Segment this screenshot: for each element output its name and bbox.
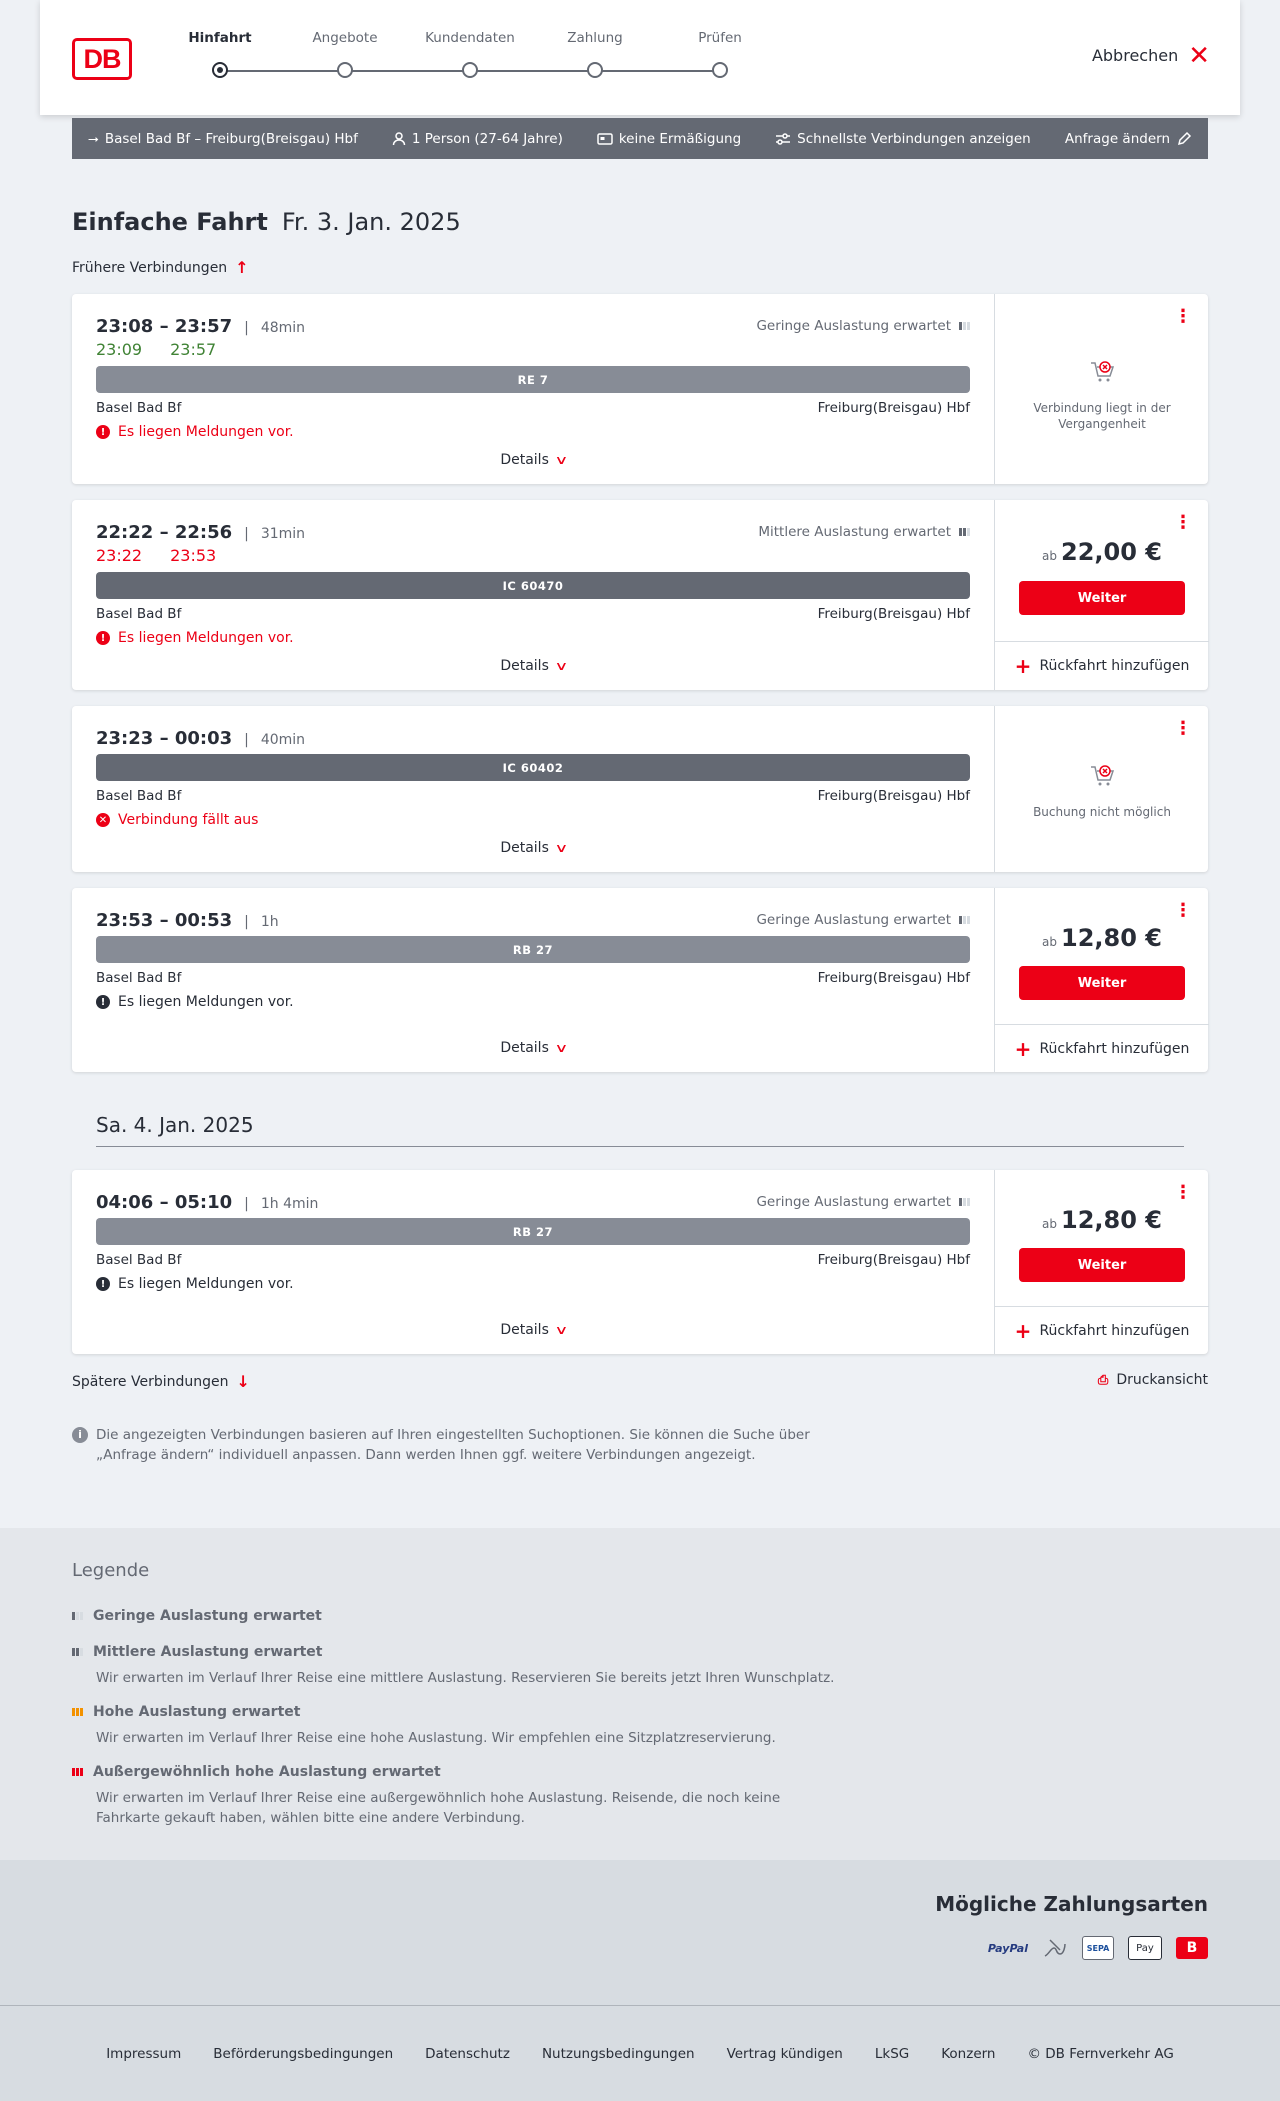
details-toggle[interactable]: Details ∨: [500, 1322, 569, 1338]
step-dot-icon: [587, 62, 603, 78]
arrow-down-icon: ↓: [236, 1372, 250, 1391]
connection-main[interactable]: [72, 1170, 994, 1354]
occupancy-low-icon: [959, 1198, 970, 1206]
occupancy-info: Geringe Auslastung erwartet: [756, 318, 970, 334]
details-toggle[interactable]: Details ∨: [500, 840, 569, 856]
payment-title: Mögliche Zahlungsarten: [935, 1892, 1208, 1916]
connection-times: 04:06 – 05:10 | 1h 4min: [96, 1192, 319, 1213]
more-options-icon[interactable]: ⋮: [1174, 900, 1192, 921]
connection-main[interactable]: [72, 706, 994, 872]
page-title: Einfache Fahrt Fr. 3. Jan. 2025: [72, 208, 461, 236]
details-toggle[interactable]: Details ∨: [500, 658, 569, 674]
connection-main[interactable]: [72, 500, 994, 690]
sliders-icon: [775, 133, 791, 145]
connection-times: 23:53 – 00:53 | 1h: [96, 910, 279, 931]
arrival-station: Freiburg(Breisgau) Hbf: [817, 970, 970, 986]
footer-link-konzern[interactable]: Konzern: [941, 2045, 996, 2062]
cancelled-message: ✕ Verbindung fällt aus: [96, 812, 258, 828]
price: ab 12,80 €: [1042, 924, 1162, 952]
cart-unavailable-icon: [1088, 358, 1116, 386]
cart-unavailable-icon: [1088, 762, 1116, 790]
continue-button[interactable]: Weiter: [1019, 1248, 1185, 1282]
filter-summary: Schnellste Verbindungen anzeigen: [775, 131, 1031, 147]
close-icon: ✕: [1188, 40, 1210, 71]
occupancy-very-high-icon: [72, 1768, 83, 1776]
footer-link-impressum[interactable]: Impressum: [106, 2045, 182, 2062]
realtime-times: 23:09 23:57: [96, 340, 217, 359]
plus-icon: +: [1014, 654, 1032, 678]
notice-message: ! Es liegen Meldungen vor.: [96, 994, 294, 1010]
occupancy-high-icon: [72, 1708, 83, 1716]
print-view-link[interactable]: ⎙ Druckansicht: [1097, 1372, 1208, 1388]
arrival-station: Freiburg(Breisgau) Hbf: [817, 1252, 970, 1268]
more-options-icon[interactable]: ⋮: [1174, 718, 1192, 739]
cancel-circle-icon: ✕: [96, 813, 110, 827]
printer-icon: ⎙: [1097, 1372, 1109, 1388]
occupancy-info: Geringe Auslastung erwartet: [756, 1194, 970, 1210]
connection-times: 23:23 – 00:03 | 40min: [96, 728, 306, 749]
chevron-down-icon: ∨: [554, 1041, 569, 1055]
db-logo[interactable]: DB: [72, 38, 132, 80]
step-angebote: Angebote: [300, 30, 390, 46]
add-return-button[interactable]: + Rückfahrt hinzufügen: [995, 641, 1209, 690]
connection-offer: [994, 1170, 1208, 1354]
departure-station: Basel Bad Bf: [96, 606, 182, 622]
notice-message: ! Es liegen Meldungen vor.: [96, 630, 294, 646]
legend-title: Legende: [72, 1560, 150, 1581]
cancel-label: Abbrechen: [1091, 46, 1179, 65]
occupancy-low-icon: [72, 1612, 83, 1620]
connection-main[interactable]: [72, 294, 994, 484]
arrival-station: Freiburg(Breisgau) Hbf: [817, 606, 970, 622]
header: [40, 0, 1240, 115]
exclamation-icon: !: [96, 1277, 110, 1291]
payment-icons: [988, 1936, 1208, 1960]
departure-station: Basel Bad Bf: [96, 1252, 182, 1268]
occupancy-info: Geringe Auslastung erwartet: [756, 912, 970, 928]
arrival-station: Freiburg(Breisgau) Hbf: [817, 788, 970, 804]
connection-card: [72, 294, 1208, 484]
search-info-note: i Die angezeigten Verbindungen basieren auf Ihren eingestellten Suchoptionen. Sie können die Suche über „Anfrage ändern“ individuell anpassen. Dann werden Ihnen ggf. weitere Verbindungen angezeigt.: [72, 1425, 872, 1465]
more-options-icon[interactable]: ⋮: [1174, 306, 1192, 327]
continue-button[interactable]: Weiter: [1019, 581, 1185, 615]
occupancy-medium-icon: [72, 1648, 83, 1656]
card-icon: [597, 133, 613, 145]
departure-station: Basel Bad Bf: [96, 970, 182, 986]
route-arrow-icon: ⭢: [88, 130, 99, 147]
info-icon: i: [72, 1427, 88, 1443]
footer: [0, 2005, 1280, 2101]
more-options-icon[interactable]: ⋮: [1174, 512, 1192, 533]
more-options-icon[interactable]: ⋮: [1174, 1182, 1192, 1203]
step-dot-icon: [337, 62, 353, 78]
connection-card: [72, 706, 1208, 872]
apple-pay-icon: Pay: [1128, 1936, 1162, 1960]
later-connections-link[interactable]: Spätere Verbindungen ↓: [72, 1372, 250, 1391]
train-bar: RB 27: [96, 1218, 970, 1245]
discount-summary: keine Ermäßigung: [597, 131, 741, 147]
legend-item-very-high: Außergewöhnlich hohe Auslastung erwartet Wir erwarten im Verlauf Ihrer Reise eine außergewöhnlich hohe Auslastung. Reisende, die noch keine Fahrkarte gekauft haben, wählen bitte eine andere Verbindung.: [72, 1764, 832, 1828]
occupancy-low-icon: [959, 322, 970, 330]
chevron-down-icon: ∨: [554, 1323, 569, 1337]
footer-link-befoerderungsbedingungen[interactable]: Beförderungsbedingungen: [213, 2045, 394, 2062]
notice-message: ! Es liegen Meldungen vor.: [96, 424, 294, 440]
realtime-times: 23:22 23:53: [96, 546, 217, 565]
add-return-button[interactable]: + Rückfahrt hinzufügen: [995, 1024, 1209, 1072]
legend-section: [0, 1528, 1280, 1860]
train-bar: RE 7: [96, 366, 970, 393]
change-request-button[interactable]: Anfrage ändern: [1065, 131, 1192, 147]
exclamation-icon: !: [96, 425, 110, 439]
departure-station: Basel Bad Bf: [96, 400, 182, 416]
paypal-icon: PayPal: [987, 1941, 1028, 1955]
step-dot-icon: [212, 62, 228, 78]
occupancy-info: Mittlere Auslastung erwartet: [758, 524, 970, 540]
step-kundendaten: Kundendaten: [425, 30, 515, 46]
earlier-connections-link[interactable]: Frühere Verbindungen ↑: [72, 258, 249, 277]
arrow-up-icon: ↑: [235, 258, 249, 277]
legend-item-high: Hohe Auslastung erwartet Wir erwarten im Verlauf Ihrer Reise eine hohe Auslastung. Wir empfehlen eine Sitzplatzreservierung.: [72, 1704, 776, 1748]
route-summary: ⭢ Basel Bad Bf – Freiburg(Breisgau) Hbf: [88, 130, 358, 147]
chevron-down-icon: ∨: [554, 841, 569, 855]
progress-stepper: [188, 30, 820, 90]
step-dot-icon: [462, 62, 478, 78]
plus-icon: +: [1014, 1036, 1032, 1061]
booking-unavailable: Buchung nicht möglich: [995, 762, 1209, 820]
search-summary-bar: [72, 118, 1208, 159]
connection-card: [72, 500, 1208, 690]
step-zahlung: Zahlung: [550, 30, 640, 46]
direct-debit-icon: [1042, 1936, 1068, 1960]
price: ab 22,00 €: [1042, 538, 1162, 566]
train-bar: IC 60470: [96, 572, 970, 599]
chevron-down-icon: ∨: [554, 453, 569, 467]
connection-offer: [994, 500, 1208, 690]
footer-link-lksg[interactable]: LkSG: [874, 2045, 910, 2062]
pencil-icon: [1176, 131, 1192, 147]
persons-summary: 1 Person (27-64 Jahre): [392, 131, 563, 147]
booking-unavailable: Verbindung liegt in der Vergangenheit: [995, 358, 1209, 432]
footer-link-vertrag-kuendigen[interactable]: Vertrag kündigen: [726, 2045, 843, 2062]
departure-station: Basel Bad Bf: [96, 788, 182, 804]
footer-copyright: © DB Fernverkehr AG: [1027, 2045, 1174, 2062]
connection-offer: [994, 294, 1208, 484]
step-pruefen: Prüfen: [675, 30, 765, 46]
legend-item-medium: Mittlere Auslastung erwartet Wir erwarten im Verlauf Ihrer Reise eine mittlere Auslastung. Reservieren Sie bereits jetzt Ihren Wunschplatz.: [72, 1644, 834, 1688]
connection-main[interactable]: [72, 888, 994, 1072]
legend-item-low: Geringe Auslastung erwartet: [72, 1608, 322, 1624]
add-return-button[interactable]: + Rückfahrt hinzufügen: [995, 1306, 1209, 1354]
travel-date: Fr. 3. Jan. 2025: [281, 208, 461, 236]
connection-offer: [994, 888, 1208, 1072]
occupancy-medium-icon: [959, 528, 970, 536]
cancel-button[interactable]: [1091, 40, 1210, 71]
step-hinfahrt: Hinfahrt: [175, 30, 265, 46]
connection-times: 22:22 – 22:56 | 31min: [96, 522, 306, 543]
plus-icon: +: [1014, 1318, 1032, 1343]
connection-times: 23:08 – 23:57 | 48min: [96, 316, 306, 337]
chevron-down-icon: ∨: [554, 659, 569, 673]
sepa-icon: SEPA: [1082, 1936, 1114, 1960]
footer-link-datenschutz[interactable]: Datenschutz: [425, 2045, 510, 2062]
connection-offer: [994, 706, 1208, 872]
step-dot-icon: [712, 62, 728, 78]
footer-link-nutzungsbedingungen[interactable]: Nutzungsbedingungen: [541, 2045, 695, 2062]
exclamation-icon: !: [96, 631, 110, 645]
exclamation-icon: !: [96, 995, 110, 1009]
details-toggle[interactable]: Details ∨: [500, 452, 569, 468]
arrival-station: Freiburg(Breisgau) Hbf: [817, 400, 970, 416]
payment-methods: [0, 1860, 1280, 2005]
continue-button[interactable]: Weiter: [1019, 966, 1185, 1000]
train-bar: IC 60402: [96, 754, 970, 781]
notice-message: ! Es liegen Meldungen vor.: [96, 1276, 294, 1292]
bahnbonus-icon: B: [1176, 1937, 1208, 1959]
train-bar: RB 27: [96, 936, 970, 963]
connection-card: [72, 888, 1208, 1072]
day-divider: Sa. 4. Jan. 2025: [96, 1113, 1184, 1147]
connection-card: [72, 1170, 1208, 1354]
price: ab 12,80 €: [1042, 1206, 1162, 1234]
details-toggle[interactable]: Details ∨: [500, 1040, 569, 1056]
person-icon: [392, 132, 406, 146]
occupancy-low-icon: [959, 916, 970, 924]
